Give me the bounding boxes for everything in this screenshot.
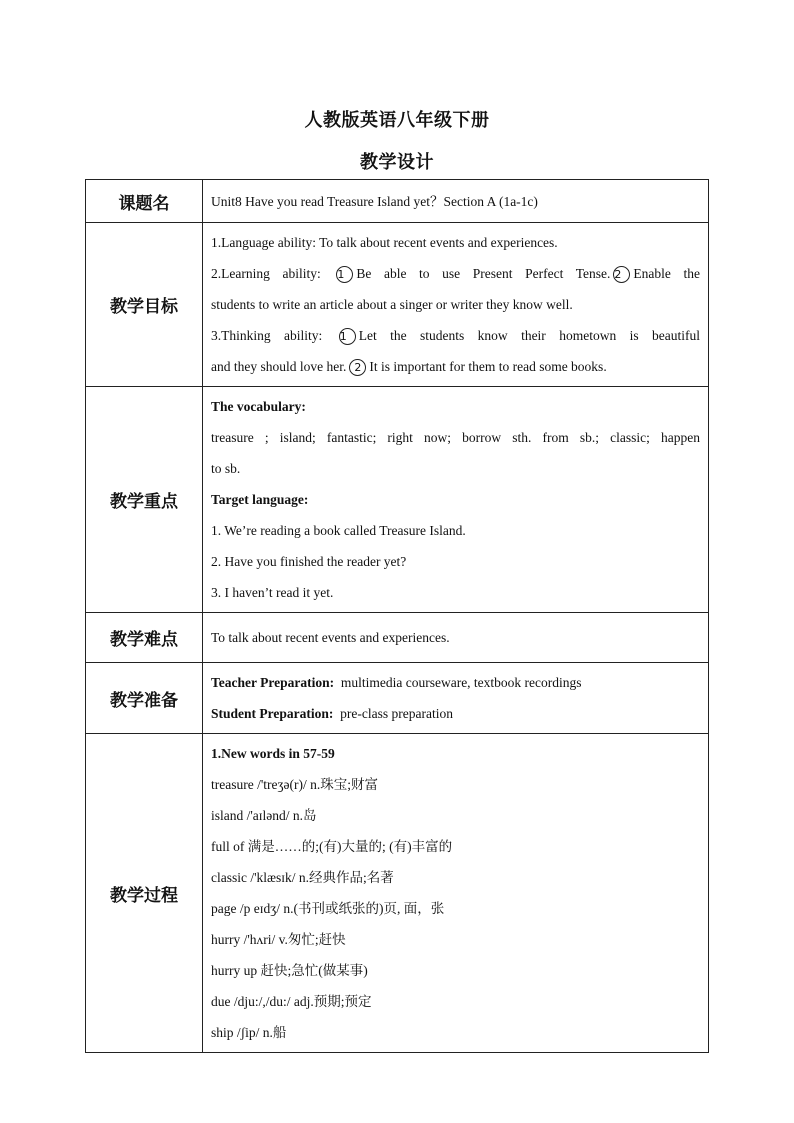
goal-line-4 (211, 320, 700, 351)
preparation-row (86, 663, 709, 734)
circled-number-icon: 2 (349, 359, 366, 376)
key-points-label: 教学重点 (86, 387, 203, 613)
goal-thinking-text-3: It is important for them to read some books. (369, 359, 607, 374)
student-preparation-label: Student Preparation: (211, 706, 334, 721)
preparation-cell (203, 663, 709, 734)
student-preparation (211, 698, 700, 729)
vocabulary-line-1: treasure ; island; fantastic; right now; borrow sth. from sb.; classic; happen (211, 430, 700, 445)
lesson-plan-table (85, 179, 709, 1053)
teacher-preparation-label: Teacher Preparation: (211, 675, 335, 690)
goal-line-1: 1.Language ability: To talk about recent events and experiences. (211, 235, 558, 250)
process-row (86, 734, 709, 1053)
goal-thinking-text-2: and they should love her. (211, 359, 347, 374)
vocab-entry: hurry /'hʌri/ v.匆忙;赶快 (211, 932, 346, 947)
key-points-cell (203, 387, 709, 613)
topic-text: Unit8 Have you read Treasure Island yet？Section A (1a-1c) (211, 193, 538, 209)
goals-row (86, 223, 709, 387)
goal-thinking-label: 3.Thinking ability: (211, 328, 323, 343)
topic-row (86, 180, 709, 223)
goal-learning-text-1: Be able to use Present Perfect Tense. (356, 266, 611, 281)
vocab-entry: ship /ʃip/ n.船 (211, 1025, 287, 1040)
preparation-label: 教学准备 (86, 663, 203, 734)
vocab-entry: page /p eɪdʒ/ n.(书刊或纸张的)页, 面，张 (211, 901, 445, 916)
document-title: 人教版英语八年级下册 (304, 110, 490, 131)
circled-number-icon: 1 (336, 266, 353, 283)
document-subtitle: 教学设计 (360, 152, 434, 173)
teacher-preparation (211, 667, 700, 698)
teacher-preparation-text: multimedia courseware, textbook recordings (340, 675, 582, 690)
difficulties-label: 教学难点 (86, 613, 203, 663)
target-sentence-2: 2. Have you finished the reader yet? (211, 554, 407, 569)
difficulties-cell (203, 613, 709, 663)
vocab-entry: treasure /'treʒə(r)/ n.珠宝;财富 (211, 777, 378, 792)
vocab-entry: classic /'klæsɪk/ n.经典作品;名著 (211, 870, 394, 885)
goals-cell (203, 223, 709, 387)
circled-number-icon: 2 (613, 266, 630, 283)
goals-label: 教学目标 (86, 223, 203, 387)
target-sentence-3: 3. I haven’t read it yet. (211, 585, 334, 600)
new-words-heading: 1.New words in 57-59 (211, 746, 335, 761)
vocab-entry: island /'aɪlənd/ n.岛 (211, 808, 317, 823)
vocabulary-heading: The vocabulary: (211, 399, 306, 414)
circled-number-icon: 1 (339, 328, 356, 345)
key-points-row (86, 387, 709, 613)
target-sentence-1: 1. We’re reading a book called Treasure Island. (211, 523, 466, 538)
difficulties-row (86, 613, 709, 663)
topic-cell (203, 180, 709, 223)
goal-line-2 (211, 258, 700, 289)
goal-line-5 (211, 351, 700, 382)
target-language-heading: Target language: (211, 492, 309, 507)
vocabulary-line-2: to sb. (211, 461, 241, 476)
vocab-entry: due /dju:/,/du:/ adj.预期;预定 (211, 994, 372, 1009)
process-cell (203, 734, 709, 1053)
goal-thinking-text-1: Let the students know their hometown is beautiful (358, 328, 701, 343)
goal-line-3: students to write an article about a singer or writer they know well. (211, 297, 573, 312)
process-label: 教学过程 (86, 734, 203, 1053)
topic-label: 课题名 (86, 180, 203, 223)
vocab-entry: hurry up 赶快;急忙(做某事) (211, 963, 368, 978)
difficulties-text: To talk about recent events and experiences. (211, 630, 450, 645)
goal-learning-text-2: Enable the (633, 266, 700, 281)
vocab-entry: full of 满是……的;(有)大量的; (有)丰富的 (211, 839, 453, 854)
student-preparation-text: pre-class preparation (340, 706, 453, 721)
goal-learning-label: 2.Learning ability: (211, 266, 321, 281)
